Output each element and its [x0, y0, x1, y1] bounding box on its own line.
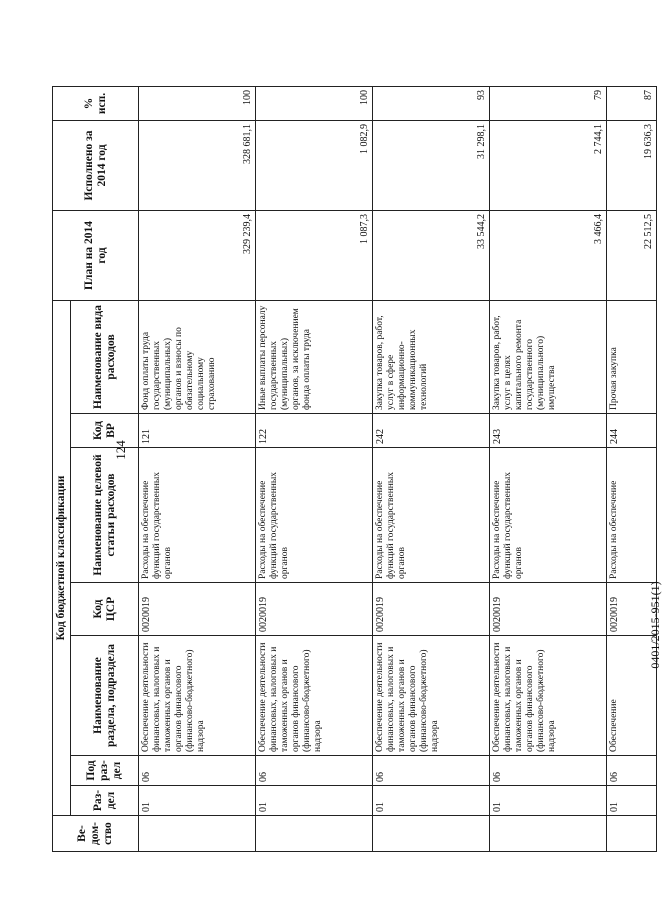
razdel-cell: 01 — [139, 786, 256, 816]
header-plan: План на 2014 год — [53, 211, 139, 301]
vr-name-cell: Иные выплаты персоналу государственных (муниципальных) органов, за исключением фонда оплаты труда — [256, 301, 373, 414]
csr-cell: 0020019 — [607, 583, 657, 636]
header-csr: Код ЦСР — [71, 583, 139, 636]
table-row — [139, 87, 256, 852]
percent-cell: 100 — [139, 87, 256, 121]
page-number: 124 — [113, 440, 128, 460]
podrazdel-cell: 06 — [490, 756, 607, 786]
vr-cell: 121 — [139, 414, 256, 448]
vr-cell: 122 — [256, 414, 373, 448]
header-percent: % исп. — [53, 87, 139, 121]
vr-cell: 243 — [490, 414, 607, 448]
table-row — [256, 87, 373, 852]
razdel-name-cell: Обеспечение деятельности финансовых, налоговых и таможенных органов и органов финансового (финансово-бюджетного) надзора — [256, 636, 373, 756]
ispolneno-cell: 19 636,3 — [607, 121, 657, 211]
vedomstvo-cell — [373, 816, 490, 852]
podrazdel-cell: 06 — [139, 756, 256, 786]
plan-cell: 1 087,3 — [256, 211, 373, 301]
percent-cell: 79 — [490, 87, 607, 121]
plan-cell: 329 239,4 — [139, 211, 256, 301]
razdel-cell: 01 — [373, 786, 490, 816]
ispolneno-cell: 31 298,1 — [373, 121, 490, 211]
header-razdel: Раз-дел — [71, 786, 139, 816]
vr-name-cell: Закупка товаров, работ, услуг в сфере информационно-коммуникационных технологий — [373, 301, 490, 414]
razdel-cell: 01 — [607, 786, 657, 816]
ispolneno-cell: 1 082,9 — [256, 121, 373, 211]
vedomstvo-cell — [256, 816, 373, 852]
plan-cell: 22 512,5 — [607, 211, 657, 301]
header-vr: Код ВР — [71, 414, 139, 448]
header-ispolneno: Исполнено за 2014 год — [53, 121, 139, 211]
podrazdel-cell: 06 — [256, 756, 373, 786]
plan-cell: 3 466,4 — [490, 211, 607, 301]
budget-table-container — [52, 87, 654, 852]
podrazdel-cell: 06 — [373, 756, 490, 786]
csr-cell: 0020019 — [139, 583, 256, 636]
vr-cell: 242 — [373, 414, 490, 448]
vr-name-cell: Фонд оплаты труда государственных (муниципальных) органов и взносы по обязательному социальному страхованию — [139, 301, 256, 414]
header-csr-name: Наименование целевой статьи расходов — [71, 448, 139, 583]
csr-cell: 0020019 — [373, 583, 490, 636]
razdel-name-cell: Обеспечение деятельности финансовых, налоговых и таможенных органов и органов финансового (финансово-бюджетного) надзора — [490, 636, 607, 756]
budget-table — [52, 86, 657, 852]
header-podrazdel: Под раз-дел — [71, 756, 139, 786]
csr-name-cell: Расходы на обеспечение функций государственных органов — [139, 448, 256, 583]
csr-cell: 0020019 — [490, 583, 607, 636]
header-budget-classification: Код бюджетной классификации — [53, 301, 71, 816]
ispolneno-cell: 328 681,1 — [139, 121, 256, 211]
razdel-name-cell: Обеспечение деятельности финансовых, налоговых и таможенных органов и органов финансового (финансово-бюджетного) надзора — [139, 636, 256, 756]
csr-name-cell: Расходы на обеспечение функций государственных органов — [373, 448, 490, 583]
header-vr-name: Наименование вида расходов — [71, 301, 139, 414]
vr-cell: 244 — [607, 414, 657, 448]
vedomstvo-cell — [139, 816, 256, 852]
plan-cell: 33 544,2 — [373, 211, 490, 301]
header-razdel-name: Наименование раздела, подраздела — [71, 636, 139, 756]
vr-name-cell: Прочая закупка — [607, 301, 657, 414]
vedomstvo-cell — [607, 816, 657, 852]
podrazdel-cell: 06 — [607, 756, 657, 786]
table-row — [490, 87, 607, 852]
razdel-cell: 01 — [490, 786, 607, 816]
document-code: 0401/2015-951(1) — [648, 581, 662, 669]
table-row — [607, 87, 657, 852]
razdel-name-cell: Обеспечение — [607, 636, 657, 756]
razdel-name-cell: Обеспечение деятельности финансовых, налоговых и таможенных органов и органов финансового (финансово-бюджетного) надзора — [373, 636, 490, 756]
percent-cell: 93 — [373, 87, 490, 121]
csr-cell: 0020019 — [256, 583, 373, 636]
table-row — [373, 87, 490, 852]
percent-cell: 87 — [607, 87, 657, 121]
csr-name-cell: Расходы на обеспечение — [607, 448, 657, 583]
ispolneno-cell: 2 744,1 — [490, 121, 607, 211]
csr-name-cell: Расходы на обеспечение функций государственных органов — [256, 448, 373, 583]
vedomstvo-cell — [490, 816, 607, 852]
vr-name-cell: Закупка товаров, работ, услуг в целях капитального ремонта государственного (муниципального) имущества — [490, 301, 607, 414]
razdel-cell: 01 — [256, 786, 373, 816]
csr-name-cell: Расходы на обеспечение функций государственных органов — [490, 448, 607, 583]
header-vedomstvo: Ве-дом-ство — [53, 816, 139, 852]
percent-cell: 100 — [256, 87, 373, 121]
